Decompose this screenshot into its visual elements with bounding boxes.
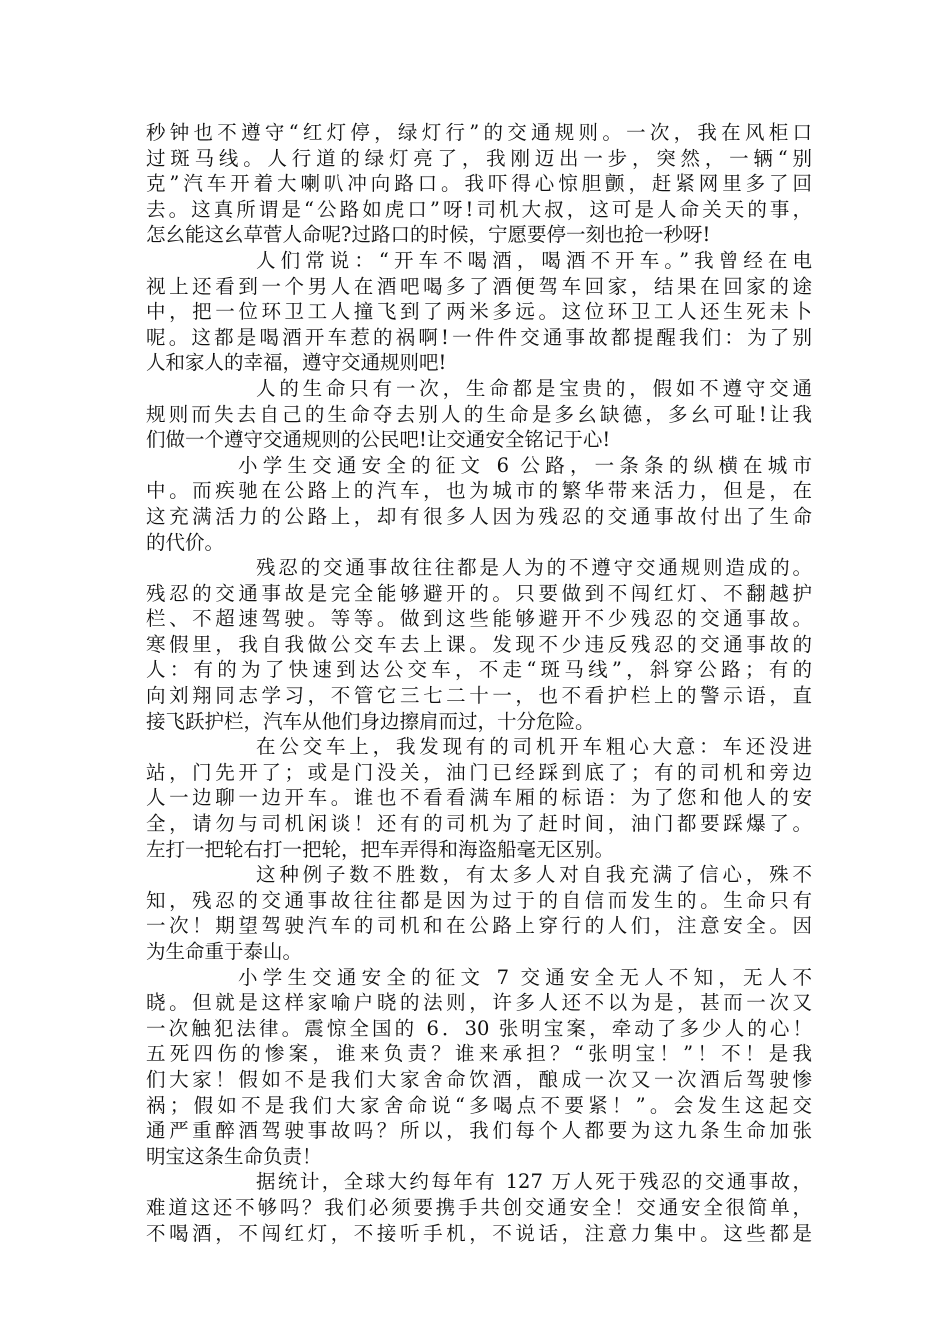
essay-heading-line: 小学生交通安全的征文 7 交通安全无人不知，无人不 <box>238 965 812 989</box>
text-line: 们做一个遵守交通规则的公民吧!让交通安全铭记于心! <box>146 428 611 452</box>
text-line: 通严重醉酒驾驶事故吗？所以，我们每个人都要为这九条生命加张 <box>146 1119 812 1143</box>
text-line: 一次！期望驾驶汽车的司机和在公路上穿行的人们，注意安全。因 <box>146 914 812 938</box>
text-line: 克”汽车开着大喇叭冲向路口。我吓得心惊胆颤，赶紧网里多了回 <box>146 172 812 196</box>
text-line: 规则而失去自己的生命夺去别人的生命是多幺缺德，多幺可耻!让我 <box>146 402 812 426</box>
text-line: 五死四伤的惨案，谁来负责？谁来承担？“张明宝！”！不！是我 <box>146 1042 812 1066</box>
text-line: 们大家！假如不是我们大家舍命饮酒，酿成一次又一次酒后驾驶惨 <box>146 1067 812 1091</box>
text-line: 呢。这都是喝酒开车惹的祸啊!一件件交通事故都提醒我们：为了别 <box>146 325 812 349</box>
text-line: 全，请勿与司机闲谈！还有的司机为了赶时间，油门都要踩爆了。 <box>146 812 812 836</box>
paragraph-first-line: 据统计，全球大约每年有 127 万人死于残忍的交通事故， <box>256 1170 812 1194</box>
text-line: 寒假里，我自我做公交车去上课。发现不少违反残忍的交通事故的 <box>146 632 812 656</box>
text-line: 不喝酒，不闯红灯，不接听手机，不说话，注意力集中。这些都是 <box>146 1221 812 1245</box>
text-line: 中，把一位环卫工人撞飞到了两米多远。这位环卫工人还生死未卜 <box>146 300 812 324</box>
essay-heading-line: 小学生交通安全的征文 6 公路，一条条的纵横在城市 <box>238 453 812 477</box>
text-line: 中。而疾驰在公路上的汽车，也为城市的繁华带来活力，但是，在 <box>146 479 812 503</box>
paragraph-first-line: 在公交车上，我发现有的司机开车粗心大意：车还没进 <box>256 735 812 759</box>
text-line: 的代价。 <box>146 530 225 554</box>
paragraph-first-line: 这种例子数不胜数，有太多人对自我充满了信心，殊不 <box>256 863 812 887</box>
text-line: 明宝这条生命负责！ <box>146 1144 322 1168</box>
text-line: 左打一把轮右打一把轮，把车弄得和海盗船毫无区别。 <box>146 837 615 861</box>
text-line: 人一边聊一边开车。谁也不看看满车厢的标语：为了您和他人的安 <box>146 786 812 810</box>
text-line: 去。这真所谓是“公路如虎口”呀!司机大叔，这可是人命关天的事， <box>146 197 812 221</box>
text-line: 怎幺能这幺草菅人命呢?过路口的时候，宁愿要停一刻也抢一秒呀! <box>146 223 711 247</box>
paragraph-first-line: 残忍的交通事故往往都是人为的不遵守交通规则造成的。 <box>256 556 812 580</box>
text-line: 残忍的交通事故是完全能够避开的。只要做到不闯红灯、不翻越护 <box>146 581 812 605</box>
text-line: 视上还看到一个男人在酒吧喝多了酒便驾车回家，结果在回家的途 <box>146 274 812 298</box>
text-line: 一次触犯法律。震惊全国的 6．30 张明宝案，牵动了多少人的心！ <box>146 1016 812 1040</box>
text-line: 知，残忍的交通事故往往都是因为过于的自信而发生的。生命只有 <box>146 888 812 912</box>
text-line: 向刘翔同志学习，不管它三七二十一，也不看护栏上的警示语，直 <box>146 684 812 708</box>
text-line: 过斑马线。人行道的绿灯亮了，我刚迈出一步，突然，一辆“别 <box>146 146 812 170</box>
article-body <box>146 120 812 1246</box>
text-line: 接飞跃护栏，汽车从他们身边擦肩而过，十分危险。 <box>146 709 595 733</box>
paragraph-first-line: 人们常说：“开车不喝酒，喝酒不开车。”我曾经在电 <box>256 248 812 272</box>
text-line: 站，门先开了；或是门没关，油门已经踩到底了；有的司机和旁边 <box>146 760 812 784</box>
paragraph-first-line: 人的生命只有一次，生命都是宝贵的，假如不遵守交通 <box>256 376 812 400</box>
text-line: 秒钟也不遵守“红灯停，绿灯行”的交通规则。一次，我在风柜口 <box>146 121 812 144</box>
text-line: 人：有的为了快速到达公交车，不走“斑马线”，斜穿公路；有的 <box>146 658 812 682</box>
text-line: 为生命重于泰山。 <box>146 940 303 963</box>
text-line: 祸；假如不是我们大家舍命说“多喝点不要紧！”。会发生这起交 <box>146 1093 812 1117</box>
text-line: 这充满活力的公路上，却有很多人因为残忍的交通事故付出了生命 <box>146 504 812 528</box>
text-line: 人和家人的幸福，遵守交通规则吧! <box>146 351 447 375</box>
text-line: 难道这还不够吗？我们必须要携手共创交通安全！交通安全很简单， <box>146 1195 812 1219</box>
text-line: 晓。但就是这样家喻户晓的法则，许多人还不以为是，甚而一次又 <box>146 991 812 1015</box>
text-line: 栏、不超速驾驶。等等。做到这些能够避开不少残忍的交通事故。 <box>146 607 812 631</box>
